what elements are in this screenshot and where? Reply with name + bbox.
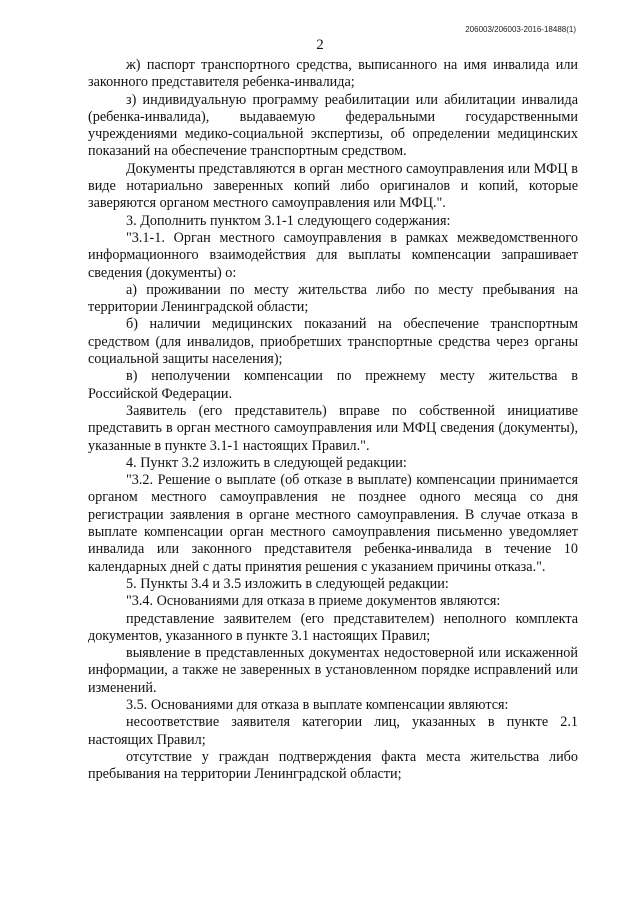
- paragraph: 3. Дополнить пунктом 3.1-1 следующего содержания:: [126, 212, 451, 229]
- paragraph: а) проживании по месту жительства либо по месту пребывания на территории Ленинградской области;: [88, 281, 578, 316]
- page-number: 2: [316, 37, 324, 53]
- paragraph: несоответствие заявителя категории лиц, указанных в пункте 2.1 настоящих Правил;: [88, 714, 578, 748]
- paragraph: 4. Пункт 3.2 изложить в следующей редакции:: [126, 454, 407, 471]
- paragraph: в) неполучении компенсации по прежнему месту жительства в Российской Федерации.: [88, 368, 578, 402]
- paragraph: б) наличии медицинских показаний на обеспечение транспортным средством (для инвалидов, приобретших транспортные средства через органы социальной защиты населения);: [88, 316, 578, 368]
- paragraph: ж) паспорт транспортного средства, выписанного на имя инвалида или законного представителя ребенка-инвалида;: [88, 57, 578, 91]
- paragraph: з) индивидуальную программу реабилитации или абилитации инвалида (ребенка-инвалида), выдаваемую федеральными государственными учреждениями медико-социальной экспертизы, об определении медицинских показаний на обеспечение транспортным средством.: [88, 91, 578, 160]
- paragraph: Заявитель (его представитель) вправе по собственной инициативе представить в орган местного самоуправления или МФЦ сведения (документы), указанные в пункте 3.1-1 настоящих Правил.".: [88, 402, 578, 454]
- paragraph: Документы представляются в орган местного самоуправления или МФЦ в виде нотариально заверенных копий либо оригиналов и копий, которые заверяются органом местного самоуправления или МФЦ.".: [88, 160, 578, 212]
- paragraph: 3.5. Основаниями для отказа в выплате компенсации являются:: [126, 696, 509, 713]
- paragraph: представление заявителем (его представителем) неполного комплекта документов, указанного в пункте 3.1 настоящих Правил;: [88, 610, 578, 644]
- paragraph: "3.4. Основаниями для отказа в приеме документов являются:: [126, 593, 501, 610]
- paragraph: выявление в представленных документах недостоверной или искаженной информации, а также не заверенных в установленном порядке исправлений или изменений.: [88, 645, 578, 696]
- document-body: [88, 57, 578, 783]
- document-number: 206003/206003-2016-18488(1): [465, 25, 576, 34]
- paragraph: 5. Пункты 3.4 и 3.5 изложить в следующей редакции:: [126, 575, 449, 592]
- paragraph: "3.2. Решение о выплате (об отказе в выплате) компенсации принимается органом местного самоуправления не позднее одного месяца со дня регистрации заявления в органе местного самоуправления. В случае отказа в выплате компенсации орган местного самоуправления письменно уведомляет инвалида или законного представителя ребенка-инвалида в течение 10 календарных дней с даты принятия решения с указанием причины отказа.".: [88, 472, 578, 575]
- paragraph: "3.1-1. Орган местного самоуправления в рамках межведомственного информационного взаимодействия для выплаты компенсации запрашивает сведения (документы) о:: [88, 229, 578, 281]
- paragraph: отсутствие у граждан подтверждения факта места жительства либо пребывания на территории Ленинградской области;: [88, 748, 578, 783]
